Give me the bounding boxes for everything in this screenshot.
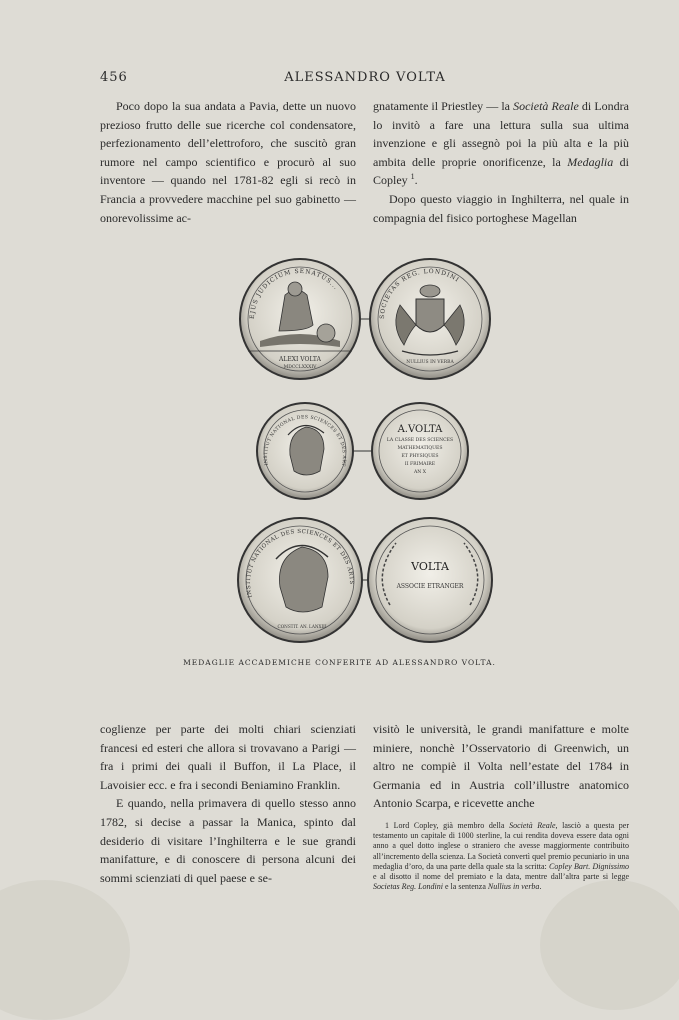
- paragraph: gnatamente il Priestley — la Società Reale di Londra lo invitò a fare una lettura sulla sua ultima invenzione e gli assegnò poi la più alta e la più ambita delle proprie onorificenze, la Medaglia di Copley $^1$.: [373, 99, 629, 188]
- column-bottom-left: [100, 720, 356, 887]
- svg-text:II FRIMAIRE: II FRIMAIRE: [404, 462, 436, 467]
- figure-caption: MEDAGLIE ACCADEMICHE CONFERITE AD ALESSANDRO VOLTA.: [183, 658, 496, 667]
- svg-text:EJUS JUDICIUM SENATUS...: EJUS JUDICIUM SENATUS...: [248, 267, 340, 320]
- paper-stain: [540, 880, 679, 1010]
- svg-text:MDCCLXXXIV: MDCCLXXXIV: [283, 365, 317, 370]
- svg-text:MATHEMATIQUES: MATHEMATIQUES: [397, 446, 443, 451]
- svg-text:A.VOLTA: A.VOLTA: [397, 424, 443, 435]
- svg-text:ASSOCIE ETRANGER: ASSOCIE ETRANGER: [396, 583, 464, 590]
- column-top-left: [100, 97, 356, 227]
- footnote: 1 Lord Copley, già membro della Società Reale, lasciò a questa per testamento un capitale di 1000 sterline, la cui rendita doveva essere data ogni anno a quel dotto inglese o straniero che avesse maggiormente contribuito all’incremento della scienza. La Società convertì quel premio pecuniario in una medaglia d’oro, da una parte della quale sta la scritta: Copley Bart. Dignissimo e al disotto il nome del premiato e la data, mentre dall’altra parte si legge Societas Reg. Londini e la sentenza Nullius in verba.: [373, 820, 629, 892]
- svg-text:ET PHYSIQUES: ET PHYSIQUES: [401, 454, 439, 459]
- svg-text:INSTITUT NATIONAL DES SCIENCES: INSTITUT NATIONAL DES SCIENCES ET DES ART: [263, 415, 347, 467]
- paragraph: Dopo questo viaggio in Inghilterra, nel quale in compagnia del fisico portoghese Magellan: [373, 191, 629, 225]
- column-bottom-right: [373, 720, 629, 892]
- svg-text:CONSTIT. AN. LANXIII: CONSTIT. AN. LANXIII: [277, 624, 327, 629]
- footnote-ref[interactable]: 1: [410, 172, 415, 182]
- svg-text:LA CLASSE DES SCIENCES: LA CLASSE DES SCIENCES: [386, 438, 454, 443]
- running-header: [100, 70, 630, 88]
- medal-copley-obverse: [240, 259, 360, 379]
- column-top-right: [373, 97, 629, 227]
- paragraph: Poco dopo la sua andata a Pavia, dette un nuovo prezioso frutto delle sue ricerche col condensatore, perfezionamento dell’elettroforo, che suscitò gran rumore nel campo scientifico e procurò al suo inventore — quando nel 1781-82 egli si recò in Francia a provvedere macchine pel suo gabinetto — onorevolissime ac-: [100, 99, 356, 225]
- svg-text:VOLTA: VOLTA: [411, 560, 449, 573]
- medals-illustration: [230, 255, 500, 647]
- svg-text:ALEXI VOLTA: ALEXI VOLTA: [279, 356, 321, 363]
- svg-text:NULLIUS IN VERBA: NULLIUS IN VERBA: [406, 360, 454, 365]
- running-title: ALESSANDRO VOLTA: [284, 70, 446, 85]
- paragraph: coglienze per parte dei molti chiari scienziati francesi ed esteri che allora si trovavano a Parigi — fra i primi dei quali il Buffon, il La Place, il Lavoisier ecc. e fra i secondi Beniamino Franklin.: [100, 722, 356, 792]
- medal-institut-reverse: [372, 403, 468, 499]
- page-number: 456: [100, 70, 128, 85]
- paragraph: visitò le università, le grandi manifatture e molte miniere, nonchè l’Osservatorio di Greenwich, un altro ne compiè il Volta nell’estate del 1784 in Germania ed in Austria coll’illustre anatomico Antonio Scarpa, e ricevette anche: [373, 722, 629, 811]
- medal-copley-reverse: [370, 259, 490, 379]
- svg-text:AN X: AN X: [413, 470, 427, 475]
- paper-stain: [0, 880, 130, 1020]
- medal-associe-reverse: [368, 518, 492, 642]
- medal-institut-large-obverse: [238, 518, 362, 642]
- svg-text:SOCIETAS REG. LONDINI: SOCIETAS REG. LONDINI: [378, 267, 461, 320]
- paragraph: E quando, nella primavera di quello stesso anno 1782, si decise a passar la Manica, spinto dal desiderio di visitare l’Inghilterra e le sue grandi manifatture, e di conoscere di persona alcuni dei sommi scienziati di quel paese e se-: [100, 796, 356, 885]
- svg-text:INSTITUT NATIONAL DES SCIENCES: INSTITUT NATIONAL DES SCIENCES ET DES ARTS: [245, 528, 355, 599]
